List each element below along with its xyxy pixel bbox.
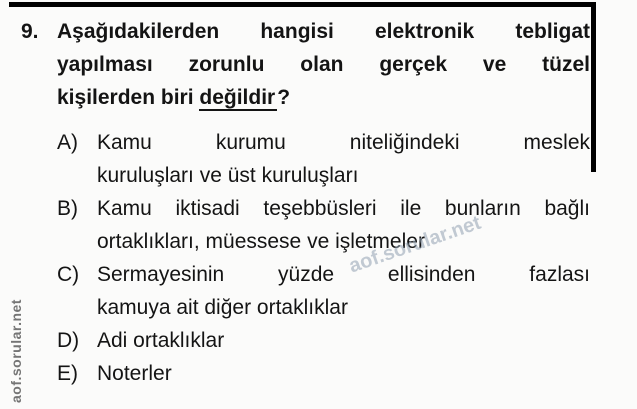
question-line-3-post: ? bbox=[277, 86, 291, 109]
question-line-2: yapılması zorunlu olan gerçek ve tüzel bbox=[57, 53, 590, 76]
option-c-line-1: Sermayesinin yüzde ellisinden fazlası bbox=[97, 263, 590, 286]
watermark-vertical: aof.sorular.net bbox=[8, 299, 24, 403]
option-c-line-2: kamuya ait diğer ortaklıklar bbox=[97, 296, 348, 319]
right-rule bbox=[591, 2, 596, 172]
option-c-letter: C) bbox=[57, 263, 80, 286]
question-number: 9. bbox=[21, 20, 39, 43]
option-b-letter: B) bbox=[57, 197, 78, 220]
option-d-text bbox=[97, 324, 590, 357]
option-a-text bbox=[97, 126, 590, 192]
option-b-line-1: Kamu iktisadi teşebbüsleri ile bunların bağlı bbox=[97, 197, 590, 220]
watermark-diagonal: aof.sorular.net bbox=[346, 211, 484, 278]
option-d-line-1: Adi ortaklıklar bbox=[97, 329, 225, 352]
option-a-line-2: kuruluşları ve üst kuruluşları bbox=[97, 164, 359, 187]
question-line-1: Aşağıdakilerden hangisi elektronik tebligat bbox=[57, 20, 590, 43]
option-e-letter: E) bbox=[57, 362, 78, 385]
option-b-text bbox=[97, 192, 590, 258]
option-c-text bbox=[97, 258, 590, 324]
option-d-letter: D) bbox=[57, 329, 80, 352]
option-e-line-1: Noterler bbox=[97, 362, 172, 385]
question-keyword-underlined: değildir bbox=[199, 86, 276, 109]
question-line-3-pre: kişilerden biri bbox=[57, 86, 200, 109]
option-a-line-1: Kamu kurumu niteliğindeki meslek bbox=[97, 131, 590, 154]
question-text bbox=[57, 15, 590, 114]
option-e-text bbox=[97, 357, 590, 390]
top-rule bbox=[9, 2, 596, 7]
option-a-letter: A) bbox=[57, 131, 78, 154]
question-line-3 bbox=[57, 81, 590, 114]
option-b-line-2: ortaklıkları, müessese ve işletmeler bbox=[97, 230, 425, 253]
